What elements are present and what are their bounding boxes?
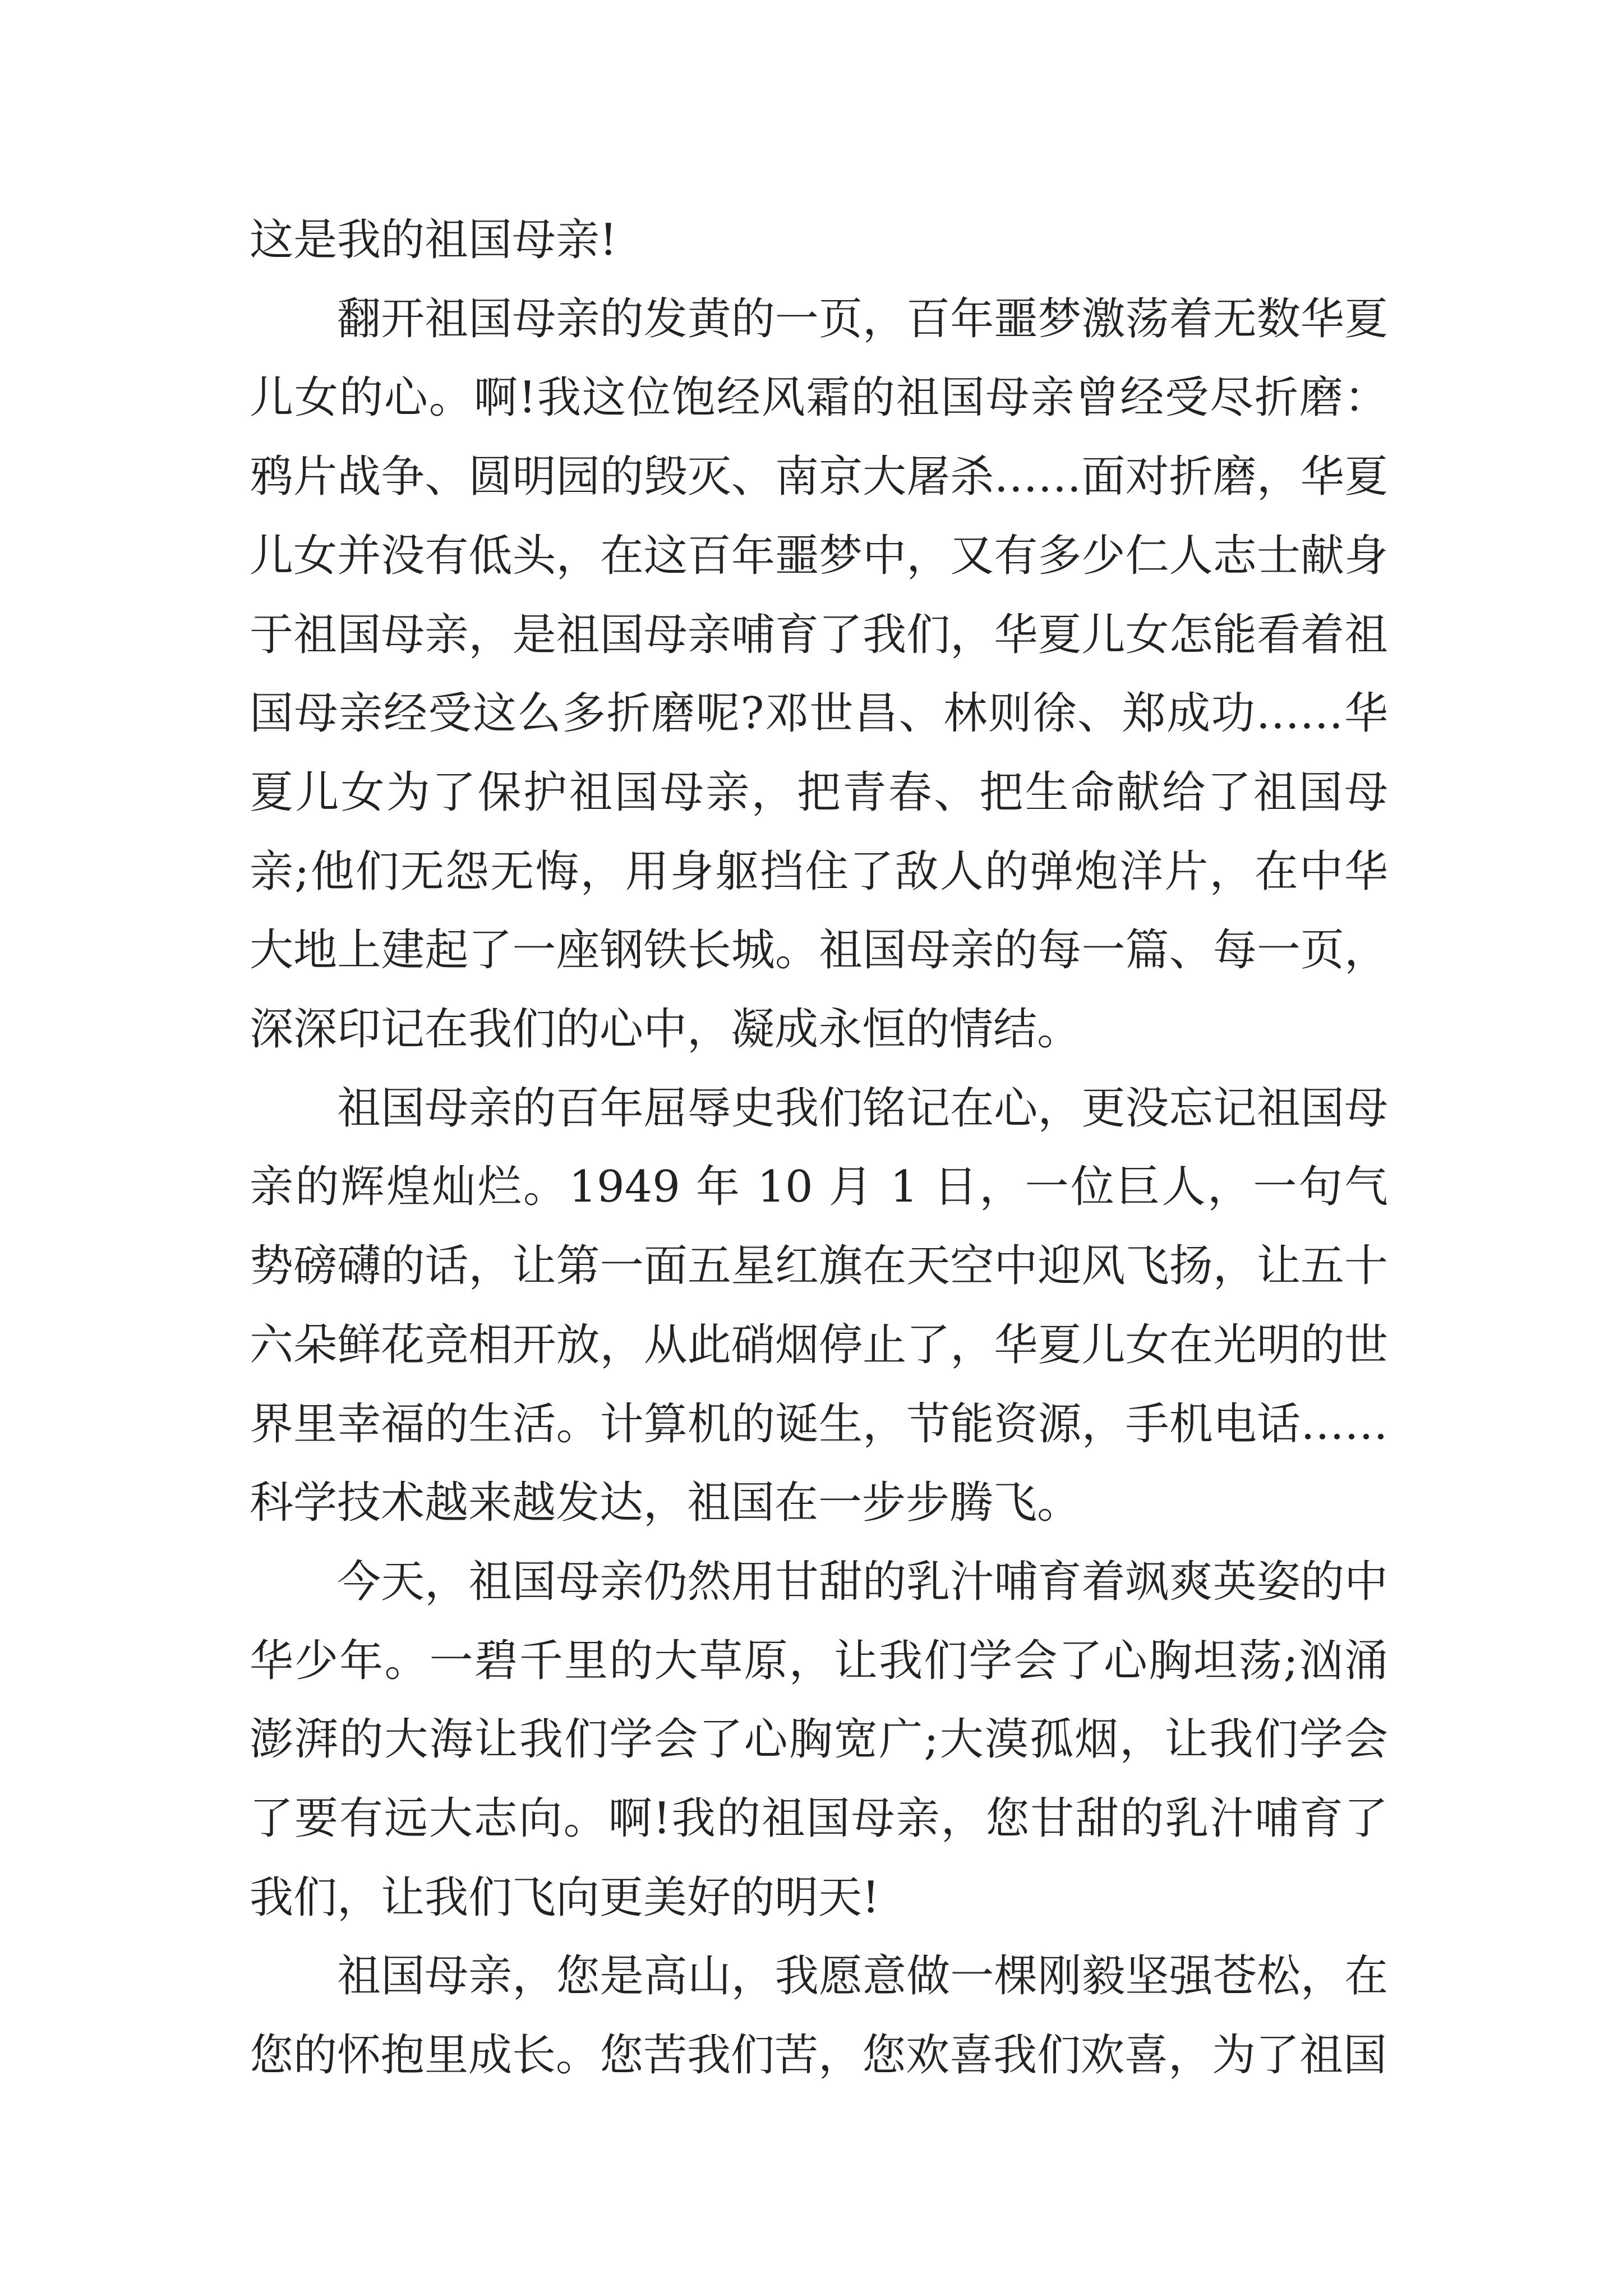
paragraph-closing: 祖国母亲，您是高山，我愿意做一棵刚毅坚强苍松，在您的怀抱里成长。您苦我们苦，您欢喜我们欢喜，为了祖国 [250,1951,1388,2081]
paragraph-today: 今天，祖国母亲仍然用甘甜的乳汁哺育着飒爽英姿的中华少年。一碧千里的大草原，让我们学会了心胸坦荡;汹涌澎湃的大海让我们学会了心胸宽广;大漠孤烟，让我们学会了要有远大志向。啊!我的祖国母亲，您甘甜的乳汁哺育了我们，让我们飞向更美好的明天! [250,1556,1388,1923]
paragraph-history: 翻开祖国母亲的发黄的一页，百年噩梦激荡着无数华夏儿女的心。啊!我这位饱经风霜的祖国母亲曾经受尽折磨：鸦片战争、圆明园的毁灭、南京大屠杀……面对折磨，华夏儿女并没有低头，在这百年噩梦中，又有多少仁人志士献身于祖国母亲，是祖国母亲哺育了我们，华夏儿女怎能看着祖国母亲经受这么多折磨呢?邓世昌、林则徐、郑成功……华夏儿女为了保护祖国母亲，把青春、把生命献给了祖国母亲;他们无怨无悔，用身躯挡住了敌人的弹炮洋片，在中华大地上建起了一座钢铁长城。祖国母亲的每一篇、每一页，深深印记在我们的心中，凝成永恒的情结。 [250,293,1388,1055]
document-body [250,201,1388,2095]
paragraph-founding: 祖国母亲的百年屈辱史我们铭记在心，更没忘记祖国母亲的辉煌灿烂。1949 年 10 月 1 日，一位巨人，一句气势磅礴的话，让第一面五星红旗在天空中迎风飞扬，让五十六朵鲜花竞相开放，从此硝烟停止了，华夏儿女在光明的世界里幸福的生活。计算机的诞生，节能资源，手机电话……科学技术越来越发达，祖国在一步步腾飞。 [250,1083,1388,1529]
paragraph-opening-line: 这是我的祖国母亲! [250,215,617,265]
